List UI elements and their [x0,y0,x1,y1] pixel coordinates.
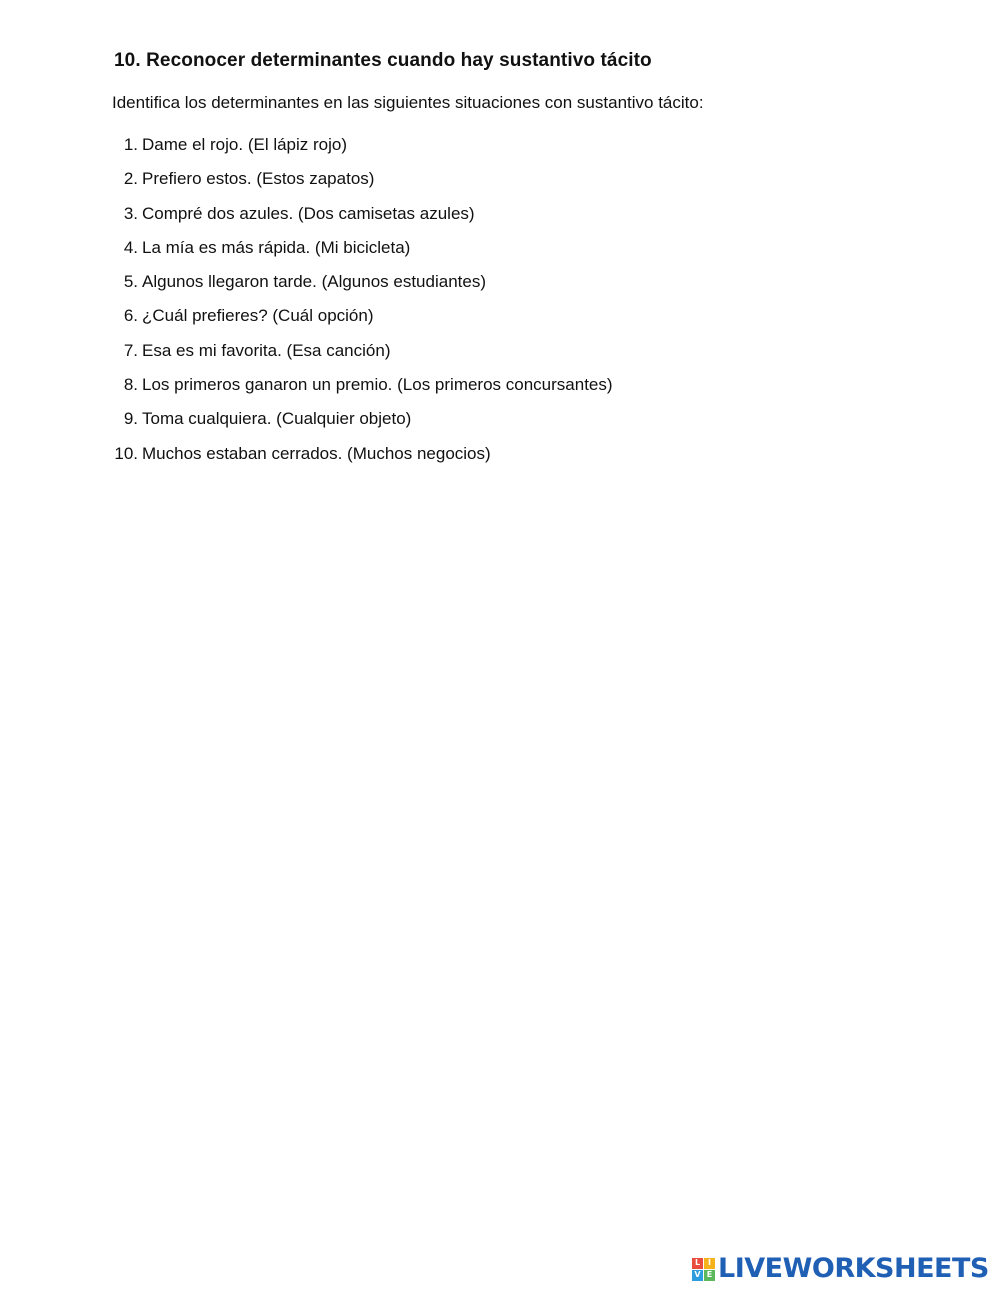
item-text: Muchos estaban cerrados. (Muchos negocios) [142,443,491,463]
item-number: 3. [123,203,138,223]
exercise-heading: 10. Reconocer determinantes cuando hay sustantivo tácito [114,50,652,71]
item-number: 6. [123,306,138,326]
item-number: 10. [114,443,138,463]
item-text: Compré dos azules. (Dos camisetas azules) [142,203,475,223]
list-item [108,304,613,338]
item-text: Los primeros ganaron un premio. (Los primeros concursantes) [142,375,613,395]
logo-tile-l: L [692,1258,703,1269]
item-text: Dame el rojo. (El lápiz rojo) [142,135,348,154]
logo-tile-v: V [692,1270,703,1281]
list-item [108,236,613,270]
item-number: 5. [123,272,138,292]
item-number: 2. [123,169,138,189]
list-item [108,442,613,476]
item-number: 8. [123,375,138,395]
item-text: ¿Cuál prefieres? (Cuál opción) [142,306,374,326]
liveworksheets-logo-icon [692,1258,715,1281]
list-item [108,133,613,167]
list-item [108,202,613,236]
item-text: Esa es mi favorita. (Esa canción) [142,340,391,360]
exercise-list [108,133,613,476]
logo-tile-i: I [704,1258,715,1269]
exercise-instruction: Identifica los determinantes en las siguientes situaciones con sustantivo tácito: [112,93,704,112]
list-item [108,167,613,201]
list-item [108,339,613,373]
list-item [108,270,613,304]
item-text: Algunos llegaron tarde. (Algunos estudiantes) [142,272,486,292]
liveworksheets-logo [692,1255,989,1283]
logo-tile-e: E [704,1270,715,1281]
list-item [108,373,613,407]
item-number: 7. [123,340,138,360]
item-number: 4. [123,237,138,257]
item-number: 9. [123,409,138,429]
item-text: La mía es más rápida. (Mi bicicleta) [142,237,411,257]
liveworksheets-wordmark: LIVEWORKSHEETS [718,1253,989,1284]
list-item [108,407,613,441]
item-text: Toma cualquiera. (Cualquier objeto) [142,409,412,429]
item-text: Prefiero estos. (Estos zapatos) [142,169,375,189]
item-number: 1. [123,135,138,154]
